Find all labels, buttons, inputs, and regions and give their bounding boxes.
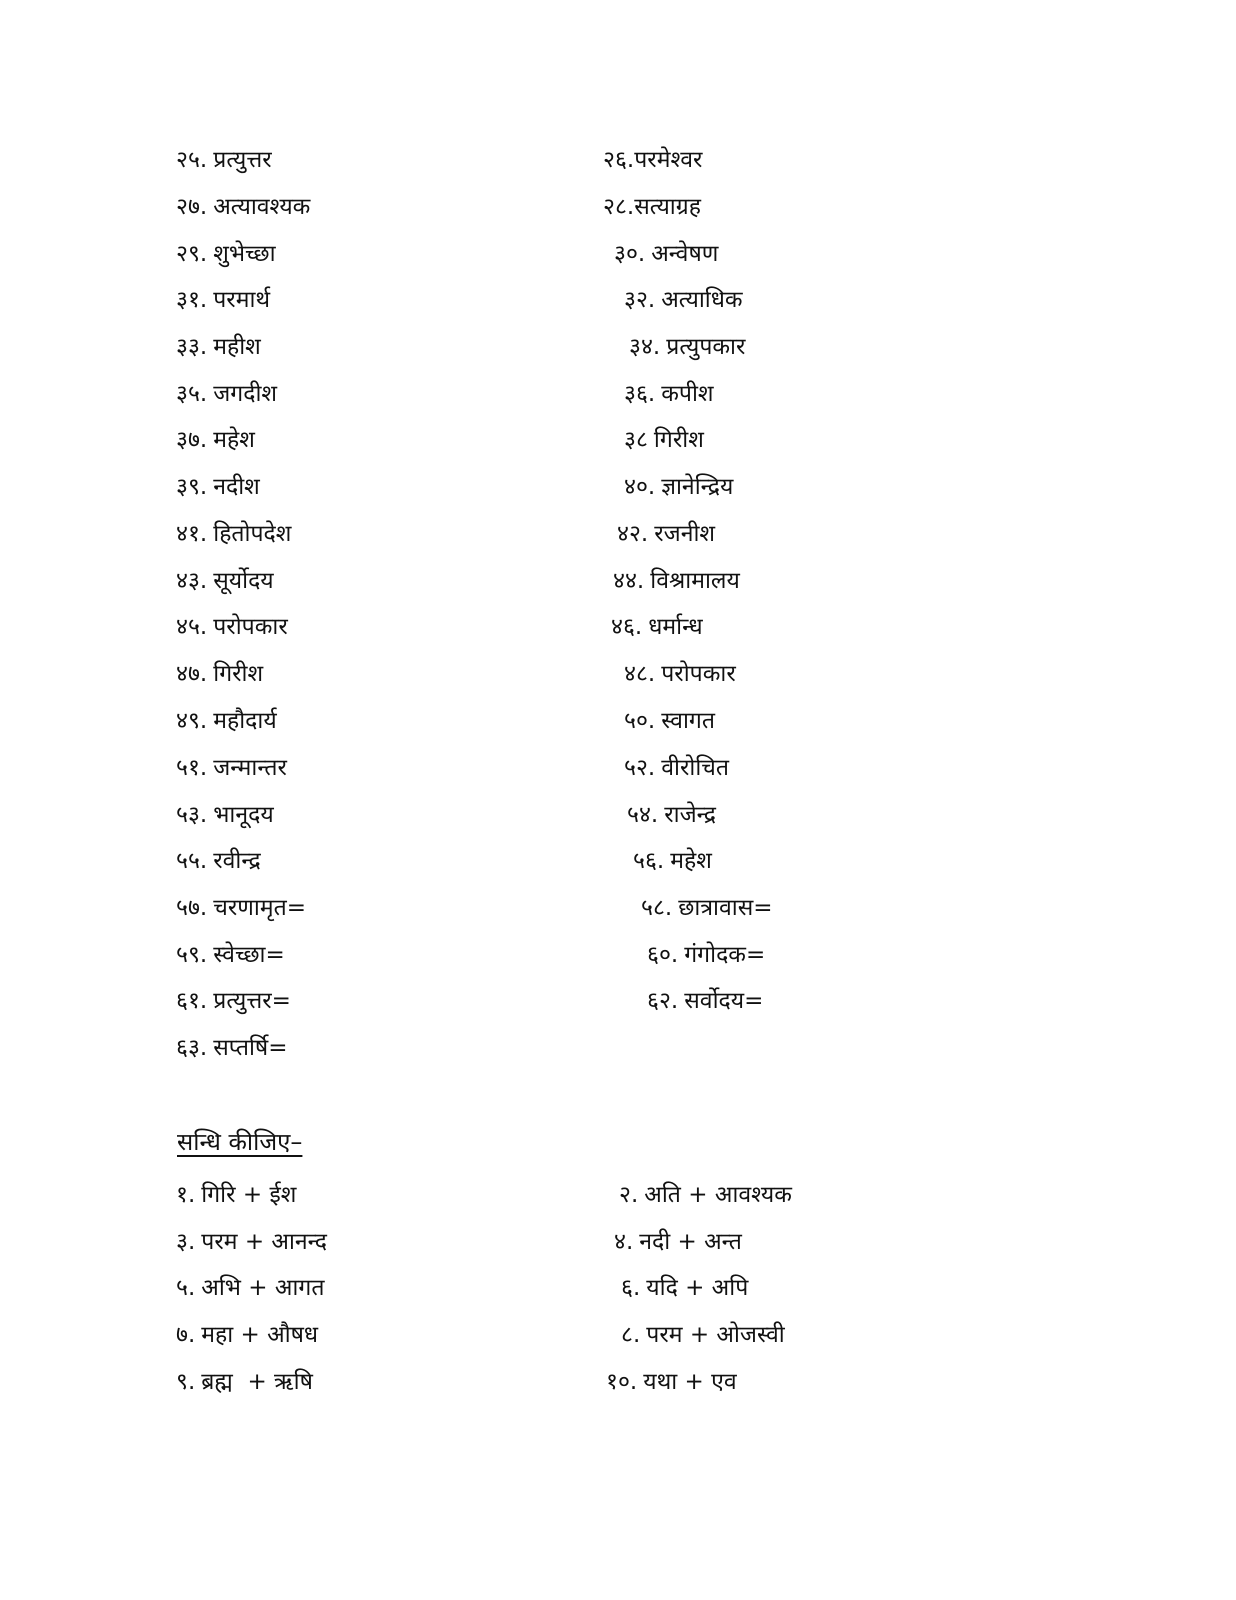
list-item	[647, 986, 763, 1016]
item-number: ३५.	[176, 381, 208, 407]
item-number: ५१.	[176, 755, 208, 781]
list-item	[176, 612, 288, 642]
list-item	[624, 285, 743, 315]
list-item	[614, 239, 718, 269]
item-number: ४८.	[624, 661, 656, 687]
list-item	[176, 285, 270, 315]
item-word: ब्रह्म + ऋषि	[201, 1369, 313, 1395]
list-item	[176, 519, 291, 549]
item-word: ज्ञानेन्द्रिय	[661, 474, 734, 500]
list-item	[621, 1273, 748, 1303]
item-word: नदी + अन्त	[639, 1229, 742, 1255]
item-number: ३१.	[176, 287, 208, 313]
list-item	[176, 1227, 327, 1257]
list-item	[624, 472, 733, 502]
list-item	[176, 800, 274, 830]
item-number: ४३.	[176, 568, 208, 594]
item-word: परमार्थ	[213, 287, 271, 313]
list-item	[611, 612, 703, 642]
item-number: ६.	[621, 1275, 641, 1301]
list-item	[176, 566, 274, 596]
item-number: ६३.	[176, 1035, 208, 1061]
item-number: २७.	[176, 194, 208, 220]
item-word: प्रत्युपकार	[666, 334, 746, 360]
item-number: ३०.	[614, 241, 646, 267]
item-word: वीरोचित	[661, 755, 730, 781]
list-item	[613, 566, 740, 596]
item-number: ५८.	[641, 895, 673, 921]
item-word: सप्तर्षि=	[213, 1035, 288, 1061]
item-number: ४४.	[613, 568, 645, 594]
list-item	[603, 192, 701, 222]
list-item	[606, 1367, 737, 1397]
item-word: परम + आनन्द	[201, 1229, 327, 1255]
item-word: जन्मान्तर	[213, 755, 287, 781]
item-number: १.	[176, 1182, 196, 1208]
item-word: अत्याधिक	[661, 287, 743, 313]
list-item	[176, 659, 263, 689]
item-word: महा + औषध	[201, 1322, 319, 1348]
item-word: नदीश	[213, 474, 260, 500]
item-number: ४२.	[617, 521, 649, 547]
list-item	[624, 379, 714, 409]
item-number: ७.	[176, 1322, 196, 1348]
item-number: ४१.	[176, 521, 208, 547]
item-word: परोपकार	[661, 661, 736, 687]
list-item	[619, 1180, 792, 1210]
list-item	[176, 379, 277, 409]
item-word: सत्याग्रह	[634, 194, 701, 220]
item-word: अत्यावश्यक	[213, 194, 311, 220]
item-word: प्रत्युत्तर	[213, 147, 272, 173]
list-item	[176, 893, 306, 923]
item-number: ५२.	[624, 755, 656, 781]
list-item	[629, 332, 745, 362]
item-number: ३८	[624, 427, 648, 453]
item-number: २.	[619, 1182, 639, 1208]
item-number: ३.	[176, 1229, 196, 1255]
item-number: ३९.	[176, 474, 208, 500]
item-number: २६.	[603, 147, 635, 173]
item-word: गिरीश	[213, 661, 264, 687]
list-item	[176, 192, 310, 222]
item-word: गिरीश	[653, 427, 704, 453]
list-item	[176, 332, 261, 362]
list-item	[617, 519, 715, 549]
item-word: रवीन्द्र	[213, 848, 261, 874]
list-item	[627, 800, 716, 830]
list-item	[176, 986, 291, 1016]
item-word: प्रत्युत्तर=	[213, 988, 291, 1014]
item-word: परमेश्वर	[634, 147, 703, 173]
item-number: ४५.	[176, 614, 208, 640]
item-word: यदि + अपि	[646, 1275, 749, 1301]
item-number: २९.	[176, 241, 208, 267]
item-word: राजेन्द्र	[664, 802, 716, 828]
list-item	[176, 472, 260, 502]
list-item	[624, 659, 736, 689]
section-heading: सन्धि कीजिए–	[177, 1128, 303, 1156]
item-word: भानूदय	[213, 802, 274, 828]
list-item	[633, 846, 712, 876]
item-word: सूर्योदय	[213, 568, 274, 594]
list-item	[603, 145, 702, 175]
list-item	[176, 1367, 313, 1397]
item-number: ५३.	[176, 802, 208, 828]
item-word: महीश	[213, 334, 261, 360]
item-number: ३७.	[176, 427, 208, 453]
item-number: ८.	[621, 1322, 641, 1348]
list-item	[176, 846, 261, 876]
item-word: परोपकार	[213, 614, 288, 640]
item-word: स्वागत	[661, 708, 715, 734]
item-number: ३६.	[624, 381, 656, 407]
list-item	[647, 940, 765, 970]
item-number: ९.	[176, 1369, 196, 1395]
item-number: ५५.	[176, 848, 208, 874]
item-word: गंगोदक=	[684, 942, 766, 968]
item-number: १०.	[606, 1369, 638, 1395]
item-number: ६२.	[647, 988, 679, 1014]
item-word: स्वेच्छा=	[213, 942, 285, 968]
item-word: महेश	[213, 427, 255, 453]
item-number: ५६.	[633, 848, 665, 874]
item-word: अभि + आगत	[201, 1275, 325, 1301]
item-number: ५.	[176, 1275, 196, 1301]
list-item	[176, 1033, 288, 1063]
item-word: परम + ओजस्वी	[646, 1322, 785, 1348]
item-word: गिरि + ईश	[201, 1182, 297, 1208]
list-item	[624, 425, 704, 455]
item-word: रजनीश	[654, 521, 716, 547]
list-item	[624, 706, 715, 736]
list-item	[614, 1227, 742, 1257]
item-number: २८.	[603, 194, 635, 220]
item-number: ३३.	[176, 334, 208, 360]
list-item	[176, 1320, 318, 1350]
item-number: ४.	[614, 1229, 634, 1255]
item-number: ६१.	[176, 988, 208, 1014]
item-word: छात्रावास=	[678, 895, 773, 921]
list-item	[176, 425, 255, 455]
item-number: ४६.	[611, 614, 643, 640]
list-item	[176, 1273, 324, 1303]
item-number: ६०.	[647, 942, 679, 968]
item-number: ५४.	[627, 802, 659, 828]
item-word: महेश	[670, 848, 712, 874]
list-item	[176, 753, 287, 783]
item-number: २५.	[176, 147, 208, 173]
item-word: महौदार्य	[213, 708, 277, 734]
item-word: जगदीश	[213, 381, 278, 407]
item-number: ५७.	[176, 895, 208, 921]
item-number: ४९.	[176, 708, 208, 734]
item-word: यथा + एव	[643, 1369, 737, 1395]
item-word: अति + आवश्यक	[644, 1182, 792, 1208]
item-word: विश्रामालय	[650, 568, 740, 594]
item-number: ३२.	[624, 287, 656, 313]
item-word: अन्वेषण	[651, 241, 719, 267]
list-item	[176, 145, 272, 175]
item-number: ४०.	[624, 474, 656, 500]
item-number: ५०.	[624, 708, 656, 734]
item-word: हितोपदेश	[213, 521, 292, 547]
list-item	[621, 1320, 785, 1350]
item-number: ३४.	[629, 334, 661, 360]
list-item	[624, 753, 729, 783]
list-item	[176, 706, 277, 736]
list-item	[176, 239, 276, 269]
item-word: सर्वोदय=	[684, 988, 764, 1014]
item-word: शुभेच्छा	[213, 241, 276, 267]
item-number: ५९.	[176, 942, 208, 968]
list-item	[176, 1180, 296, 1210]
item-word: कपीश	[661, 381, 714, 407]
item-number: ४७.	[176, 661, 208, 687]
list-item	[641, 893, 773, 923]
item-word: धर्मान्ध	[648, 614, 703, 640]
item-word: चरणामृत=	[213, 895, 306, 921]
list-item	[176, 940, 285, 970]
